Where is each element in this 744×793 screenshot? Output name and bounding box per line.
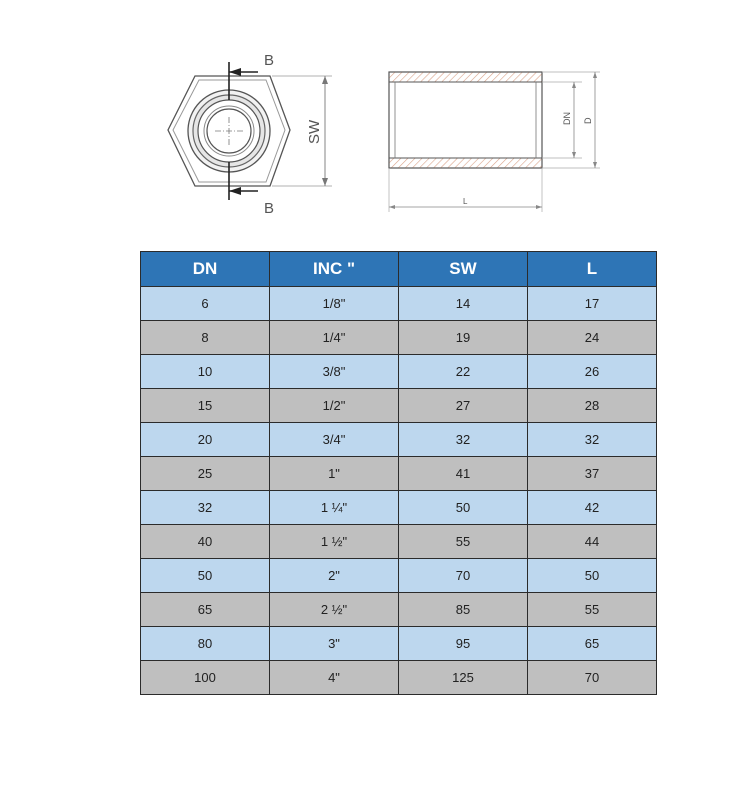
cell-inc: 3" <box>270 627 399 661</box>
cell-l: 17 <box>528 287 657 321</box>
header-inc: INC " <box>270 252 399 287</box>
cell-sw: 27 <box>399 389 528 423</box>
cell-dn: 80 <box>141 627 270 661</box>
top-wall-hatch <box>389 72 542 82</box>
cell-sw: 22 <box>399 355 528 389</box>
cell-dn: 25 <box>141 457 270 491</box>
cell-l: 24 <box>528 321 657 355</box>
cell-sw: 41 <box>399 457 528 491</box>
cell-l: 42 <box>528 491 657 525</box>
cell-inc: 4" <box>270 661 399 695</box>
cell-l: 28 <box>528 389 657 423</box>
cell-dn: 40 <box>141 525 270 559</box>
cell-sw: 55 <box>399 525 528 559</box>
cell-inc: 2 ½" <box>270 593 399 627</box>
cell-inc: 1/8" <box>270 287 399 321</box>
cell-sw: 14 <box>399 287 528 321</box>
cell-inc: 1/4" <box>270 321 399 355</box>
cell-dn: 8 <box>141 321 270 355</box>
cell-inc: 1 ¼" <box>270 491 399 525</box>
table-row <box>141 525 657 559</box>
cell-dn: 15 <box>141 389 270 423</box>
cell-l: 32 <box>528 423 657 457</box>
hex-front-view <box>168 52 332 217</box>
dn-label: DN <box>562 112 572 125</box>
cell-dn: 20 <box>141 423 270 457</box>
table-row <box>141 423 657 457</box>
bottom-wall-hatch <box>389 158 542 168</box>
d-label: D <box>583 117 593 124</box>
cell-l: 44 <box>528 525 657 559</box>
cell-dn: 50 <box>141 559 270 593</box>
table-row <box>141 491 657 525</box>
cell-sw: 95 <box>399 627 528 661</box>
l-label: L <box>463 197 468 206</box>
technical-drawing <box>0 0 744 240</box>
cell-sw: 125 <box>399 661 528 695</box>
cell-l: 55 <box>528 593 657 627</box>
dimensions-table <box>140 251 657 695</box>
cell-l: 70 <box>528 661 657 695</box>
coupling-body <box>389 72 542 168</box>
cell-l: 37 <box>528 457 657 491</box>
cell-inc: 1/2" <box>270 389 399 423</box>
table-header-row <box>141 252 657 287</box>
cell-l: 65 <box>528 627 657 661</box>
cell-inc: 2" <box>270 559 399 593</box>
cell-sw: 50 <box>399 491 528 525</box>
table-row <box>141 355 657 389</box>
cell-l: 26 <box>528 355 657 389</box>
cell-inc: 3/8" <box>270 355 399 389</box>
cell-dn: 10 <box>141 355 270 389</box>
table-row <box>141 321 657 355</box>
cell-sw: 85 <box>399 593 528 627</box>
table-row <box>141 627 657 661</box>
sw-label: SW <box>306 119 323 144</box>
cell-dn: 32 <box>141 491 270 525</box>
cell-sw: 70 <box>399 559 528 593</box>
table-row <box>141 661 657 695</box>
cell-dn: 6 <box>141 287 270 321</box>
table-row <box>141 593 657 627</box>
side-section-view <box>389 72 600 212</box>
table-row <box>141 457 657 491</box>
header-dn: DN <box>141 252 270 287</box>
header-l: L <box>528 252 657 287</box>
cell-l: 50 <box>528 559 657 593</box>
table-row <box>141 389 657 423</box>
cell-dn: 100 <box>141 661 270 695</box>
cell-inc: 1 ½" <box>270 525 399 559</box>
header-sw: SW <box>399 252 528 287</box>
cell-inc: 1" <box>270 457 399 491</box>
section-b-bottom-label: B <box>264 200 275 217</box>
table-row <box>141 287 657 321</box>
cell-sw: 32 <box>399 423 528 457</box>
section-b-top-label: B <box>264 52 275 69</box>
cell-sw: 19 <box>399 321 528 355</box>
table-row <box>141 559 657 593</box>
cell-inc: 3/4" <box>270 423 399 457</box>
cell-dn: 65 <box>141 593 270 627</box>
